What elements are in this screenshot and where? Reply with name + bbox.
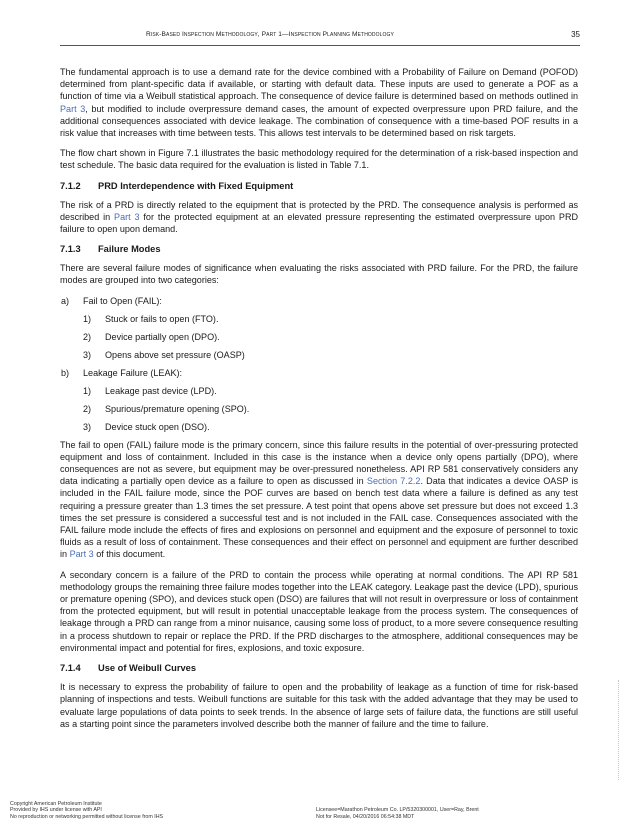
paragraph-failure-intro: There are several failure modes of significance when evaluating the risks associated with PRD failure. For the PRD, the failure modes are grouped into two categories: <box>60 263 578 286</box>
failure-mode-list <box>60 295 578 433</box>
paragraph-flowchart: The flow chart shown in Figure 7.1 illustrates the basic methodology required for the determination of a risk-based inspection and test schedule. The basic data required for the evaluation is listed in Table 7.1. <box>60 148 578 171</box>
list-item: 2) Device partially open (DPO). <box>83 331 220 342</box>
link-section-7-2-2[interactable]: Section 7.2.2 <box>366 476 421 487</box>
footer-copyright: Copyright American Petroleum Institute Provided by IHS under license with API No reproduction or networking permitted without license from IHS <box>10 801 164 820</box>
list-item: 3) Device stuck open (DSO). <box>83 421 210 432</box>
side-watermark <box>618 680 623 780</box>
link-part3[interactable]: Part 3 <box>69 549 94 560</box>
list-item: b) Leakage Failure (LEAK): <box>61 367 183 378</box>
paragraph-fail-to-open: The fail to open (FAIL) failure mode is the primary concern, since this failure results in the potential of over-pressuring protected equipment and loss of containment. Included in this case is the instance when a device only opens partially (DPO), where consequences are not as severe, but equipment may be over-pressured nonetheless. API RP 581 conservatively considers any data indicating a partially open device as a failure to open as discussed in Section 7.2.2. Data that indicates a device OASP is included in the FAIL failure mode, since the POF curves are based on bench test data where a failure is defined as any test requiring a pressure greater than 1.3 times the set pressure. A test point that opens above set pressure but does not exceed 1.3 times the set pressure is considered a successful test and is not included in the FAIL case. Consequences associated with the FAIL failure mode include the effects of fires and explosions on personnel and equipment and the exposure of personnel to toxic fluids as a result of loss of containment. These consequences and their effect on personnel and equipment are further described in Part 3 of this document. <box>60 439 578 560</box>
list-item: 1) Stuck or fails to open (FTO). <box>83 313 219 324</box>
section-heading-7-1-4: 7.1.4 Use of Weibull Curves <box>60 663 196 674</box>
link-part3[interactable]: Part 3 <box>60 103 86 114</box>
footer-license: Licensee=Marathon Petroleum Co. LP/5320300001, User=Ray, Brent Not for Resale, 04/20/2016 06:54:38 MDT <box>316 807 479 820</box>
list-item: 3) Opens above set pressure (OASP) <box>83 349 245 360</box>
paragraph-approach: The fundamental approach is to use a demand rate for the device combined with a Probability of Failure on Demand (POFOD) determined from plant-specific data if available, or starting with default data. These inputs are used to generate a POF as a function of time via a Weibull statistical approach. The consequence of device failure is determined based on methods outlined in Part 3, but modified to include overpressure demand cases, the amount of expected overpressure upon PRD failure, and the additional consequences associated with device leakage. The combination of consequence with a time-based POF results in a risk value that increases with time between tests. This allows test intervals to be determined based on risk targets. <box>60 67 579 139</box>
paragraph-secondary-concern: A secondary concern is a failure of the PRD to contain the process while operating at normal conditions. The API RP 581 methodology groups the remaining three failure modes together into the LEAK category. Leakage past the device (LPD), spurious or premature opening (SPO), and devices stuck open (DSO) are failures that will not result in overpressure or loss of containment from the protected equipment, but will result in potential unacceptable leakage from the process system. The consequences of leakage through a PRD can range from a minor nuisance, causing some loss of product, to a more severe consequence resulting in a process shutdown to repair or replace the PRD. If the PRD discharges to the atmosphere, additional consequences may be environmental impact and potential for fires, explosions, and toxic exposure. <box>60 569 578 653</box>
section-heading-7-1-2: 7.1.2 PRD Interdependence with Fixed Equipment <box>60 180 294 191</box>
paragraph-weibull: It is necessary to express the probability of failure to open and the probability of leakage as a function of time for risk-based planning of inspections and tests. Weibull functions are suitable for this task with the added advantage that they may be used to evaluate large populations of data points to seek trends. In the absence of large sets of failure data, the functions are still useful as a starting point since the parameters involved describe both the manner of failure and the time to failure. <box>60 682 578 729</box>
document-body <box>60 66 578 738</box>
list-item: a) Fail to Open (FAIL): <box>61 295 162 306</box>
link-part3[interactable]: Part 3 <box>114 211 140 222</box>
list-item: 1) Leakage past device (LPD). <box>83 385 217 396</box>
section-heading-7-1-3: 7.1.3 Failure Modes <box>60 244 161 255</box>
running-header <box>60 31 580 46</box>
paragraph-interdependence: The risk of a PRD is directly related to the equipment that is protected by the PRD. The consequence analysis is performed as described in Part 3 for the protected equipment at an elevated pressure representing the estimated overpressure upon PRD failure to open upon demand. <box>60 199 579 235</box>
header-title: Risk-Based Inspection Methodology, Part 1—Inspection Planning Methodology <box>146 31 394 38</box>
page-number: 35 <box>571 30 580 39</box>
list-item: 2) Spurious/premature opening (SPO). <box>83 403 250 414</box>
